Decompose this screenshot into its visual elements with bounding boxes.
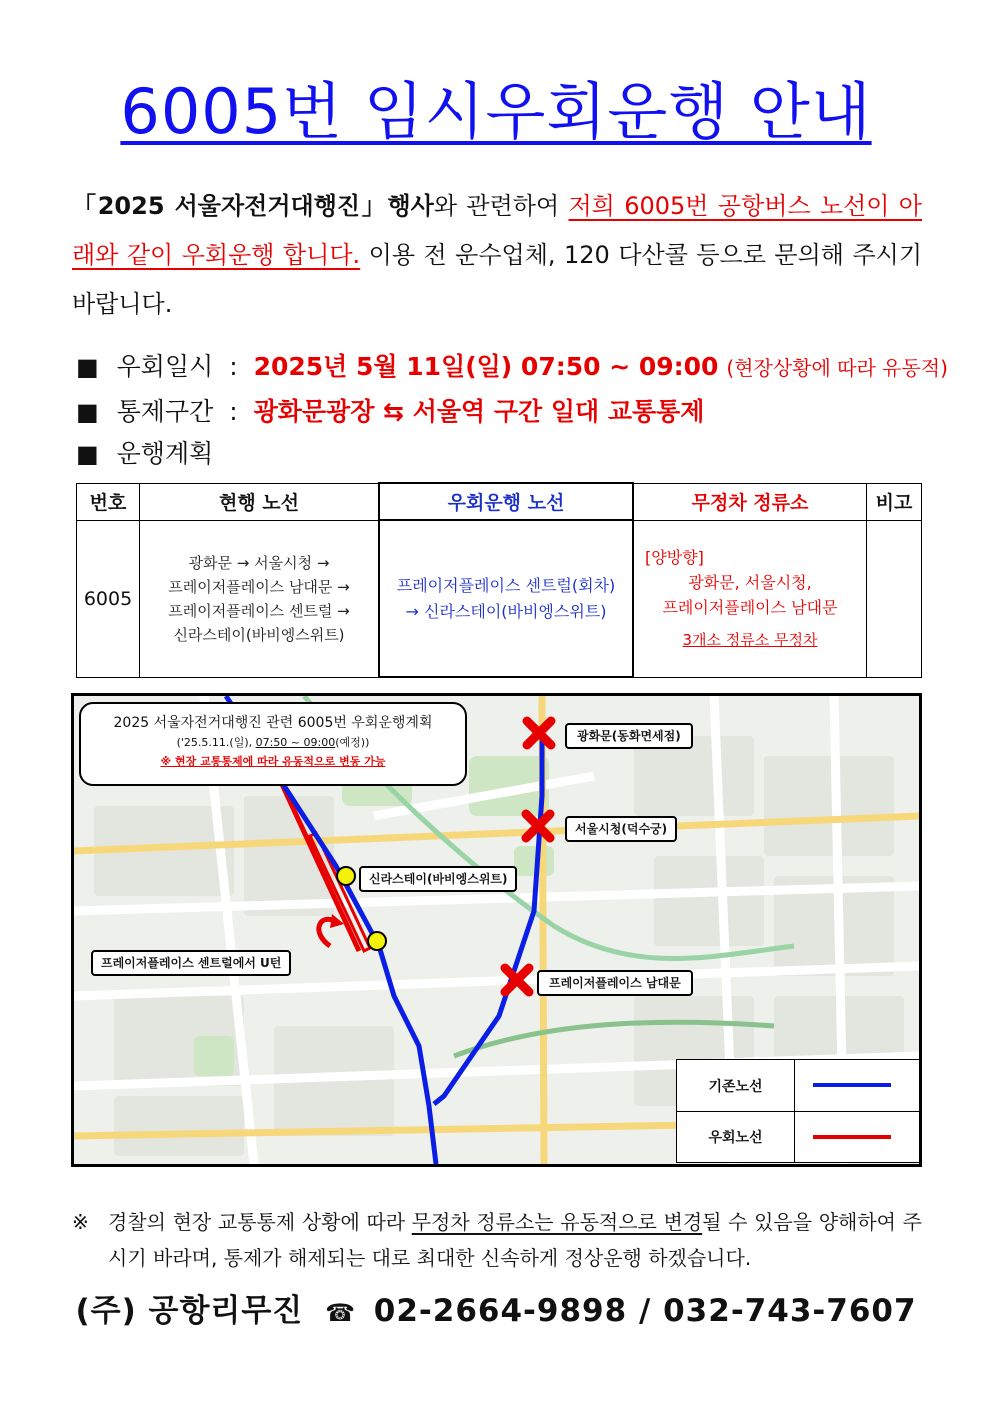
date-note: (현장상황에 따라 유동적): [726, 356, 948, 380]
header-remark: 비고: [867, 483, 922, 520]
label-shilla: 신라스테이(바비엥스위트): [359, 866, 517, 892]
footnote: [72, 1204, 922, 1276]
intro-mid: 와 관련하여: [433, 192, 569, 220]
remark-cell: [867, 520, 922, 677]
current-route-line: 신라스테이(바비엥스위트): [173, 625, 345, 644]
legend-detour-label: 우회노선: [677, 1112, 795, 1162]
note-underlined: 무정차 정류소는 유동적으로 변경: [411, 1210, 703, 1234]
zone-label: 통제구간: [116, 397, 214, 426]
date-value: 2025년 5월 11일(일) 07:50 ~ 09:00: [253, 352, 719, 381]
current-route-line: 프레이저플레이스 남대문 →: [168, 577, 350, 596]
nostop-line: 광화문, 서울시청,: [688, 572, 812, 592]
intro-paragraph: [72, 182, 922, 329]
label-central-uturn: 프레이저플레이스 센트럴에서 U턴: [91, 950, 291, 976]
company-contact: [0, 1285, 992, 1330]
company-name: (주) 공항리무진: [75, 1293, 304, 1329]
date-label: 우회일시: [116, 352, 214, 381]
detour-highlight: 저희 6005번 공항버스 노선이 아래와 같이 우회운행 합니다.: [72, 192, 922, 269]
central-stop-marker: [368, 932, 386, 950]
label-cityhall: 서울시청(덕수궁): [565, 816, 677, 842]
separator: :: [229, 397, 238, 426]
current-route-line: 광화문 → 서울시청 →: [188, 553, 330, 572]
label-namdaemun: 프레이저플레이스 남대문: [537, 970, 693, 996]
detour-date-line: [76, 347, 948, 383]
detour-route-line: → 신라스테이(바비엥스위트): [405, 601, 607, 621]
note-pre: 경찰의 현장 교통통제 상황에 따라: [108, 1210, 412, 1234]
separator: :: [229, 352, 238, 381]
header-current-route: 현행 노선: [140, 483, 380, 520]
bullet-icon: ■: [76, 398, 99, 426]
map-title: 2025 서울자전거대행진 관련 6005번 우회운행계획: [113, 715, 433, 731]
bullet-icon: ■: [76, 353, 99, 381]
map-notice: ※ 현장 교통통제에 따라 유동적으로 변동 가능: [160, 755, 386, 768]
event-suffix: 행사: [387, 192, 434, 220]
header-detour-route: 우회운행 노선: [379, 483, 633, 520]
legend-detour-swatch: [795, 1112, 919, 1162]
phone-numbers: 02-2664-9898 / 032-743-7607: [373, 1293, 917, 1329]
legend-existing-label: 기존노선: [677, 1060, 795, 1112]
intro-tail: 이용 전 운수업체, 120 다산콜 등으로 문의해 주시기 바랍니다.: [72, 241, 923, 318]
map-title-box: [79, 702, 467, 786]
zone-value: 광화문광장 ⇆ 서울역 구간 일대 교통통제: [253, 397, 705, 426]
route-number: 6005: [77, 520, 140, 677]
note-mark: ※: [72, 1210, 89, 1234]
nostop-tag: [양방향]: [645, 547, 704, 567]
current-route-line: 프레이저플레이스 센트럴 →: [168, 601, 350, 620]
nostop-line: 프레이저플레이스 남대문: [662, 597, 838, 617]
map-legend: [676, 1059, 920, 1163]
event-name: 「2025 서울자전거대행진」: [72, 192, 388, 220]
nostop-count: 3개소 정류소 무정차: [682, 630, 818, 649]
table-row: [77, 520, 922, 677]
plan-label: 운행계획: [116, 439, 214, 468]
bullet-icon: ■: [76, 440, 99, 468]
phone-icon: ☎: [325, 1299, 356, 1327]
shilla-stop-marker: [337, 867, 355, 885]
page-title: 6005번 임시우회운행 안내: [120, 75, 872, 148]
route-map: [71, 693, 922, 1167]
nostop-stops: [633, 520, 867, 677]
header-number: 번호: [77, 483, 140, 520]
label-gwanghwamun: 광화문(동화면세점): [565, 723, 693, 749]
map-date: ('25.5.11.(일), 07:50 ~ 09:00(예정)): [176, 736, 370, 749]
header-nostop: 무정차 정류소: [633, 483, 867, 520]
note-post: 될 수 있음을 양해하여 주시기 바라며, 통제가 해제되는 대로 최대한 신속하게 정상운행 하겠습니다.: [108, 1210, 922, 1270]
plan-line: [76, 434, 213, 470]
table-header-row: [77, 483, 922, 520]
operation-plan-table: [76, 482, 922, 678]
control-zone-line: [76, 392, 704, 428]
detour-route-line: 프레이저플레이스 센트럴(회차): [396, 575, 616, 595]
legend-existing-swatch: [795, 1060, 919, 1112]
detour-route: [379, 520, 633, 677]
current-route: [140, 520, 380, 677]
